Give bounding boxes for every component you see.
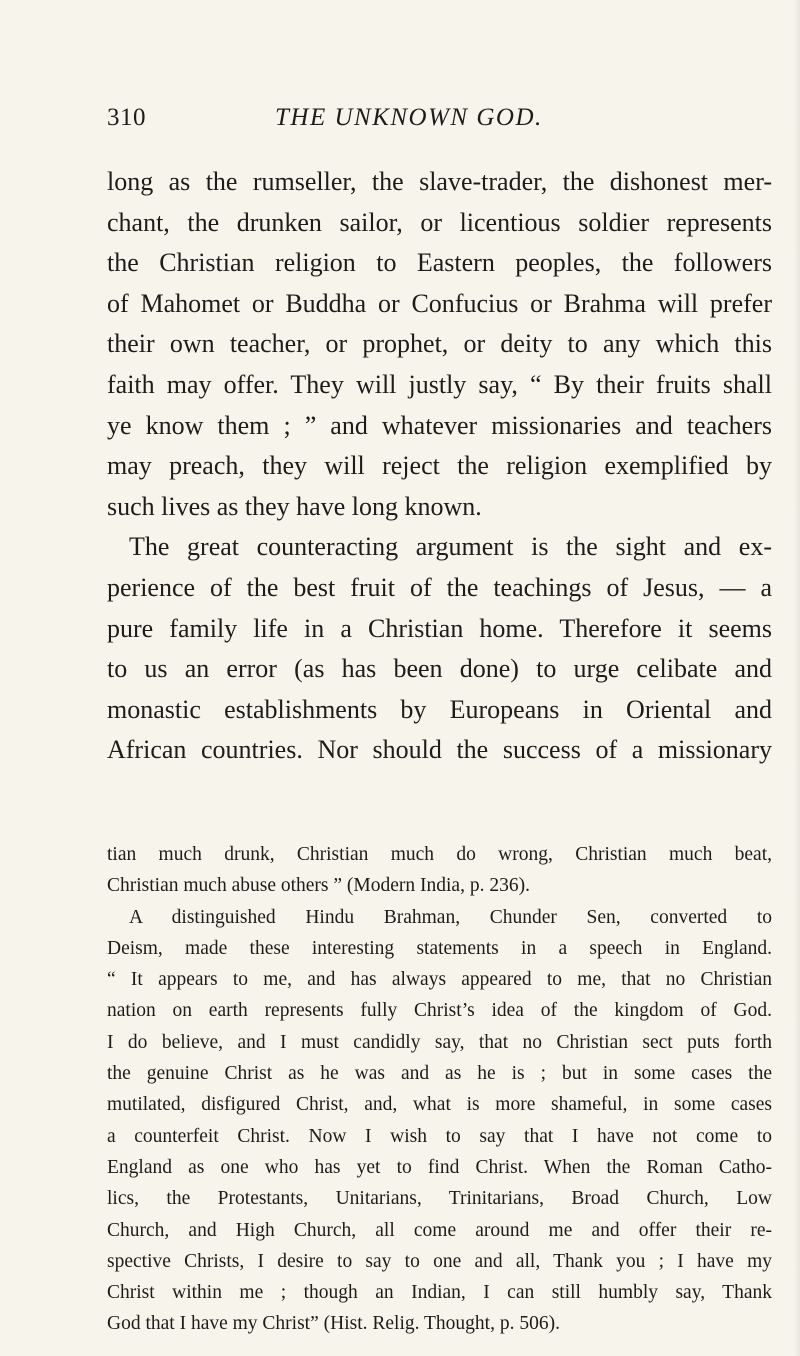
footnote-line: nation on earth represents fully Christ’s idea of the kingdom of God. — [107, 1000, 772, 1022]
text-line: may preach, they will reject the religion exemplified by — [107, 451, 772, 481]
text-line: such lives as they have long known. — [107, 491, 482, 521]
text-line: their own teacher, or prophet, or deity to any which this — [107, 329, 772, 359]
text-line: the Christian religion to Eastern peoples, the followers — [107, 248, 772, 278]
footnote-line: God that I have my Christ” (Hist. Relig. Thought, p. 506). — [107, 1313, 560, 1335]
text-line: monastic establishments by Europeans in Oriental and — [107, 694, 772, 724]
footnote-line: the genuine Christ as he was and as he is ; but in some cases the — [107, 1063, 772, 1085]
footnote-line: mutilated, disfigured Christ, and, what is more shameful, in some cases — [107, 1094, 772, 1116]
footnote-line: tian much drunk, Christian much do wrong, Christian much beat, — [107, 844, 772, 865]
text-line: chant, the drunken sailor, or licentious soldier represents — [107, 207, 772, 237]
footnote-line: “ It appears to me, and has always appeared to me, that no Christian — [107, 969, 772, 991]
text-line: African countries. Nor should the success of a missionary — [107, 735, 772, 765]
running-title: THE UNKNOWN GOD. — [275, 104, 543, 131]
text-line: pure family life in a Christian home. Therefore it seems — [107, 613, 772, 643]
footnote-line: Christ within me ; though an Indian, I can still humbly say, Thank — [107, 1282, 772, 1304]
text-line: to us an error (as has been done) to urge celibate and — [107, 654, 772, 684]
footnote-line: a counterfeit Christ. Now I wish to say that I have not come to — [107, 1125, 772, 1147]
footnote-line: lics, the Protestants, Unitarians, Trinitarians, Broad Church, Low — [107, 1188, 772, 1210]
page-number: 310 — [107, 104, 146, 131]
page-edge-shadow — [794, 0, 800, 1356]
footnote-line: Church, and High Church, all come around me and offer their re- — [107, 1219, 772, 1241]
text-line: long as the rumseller, the slave-trader, the dishonest mer- — [107, 167, 772, 196]
running-head — [107, 104, 772, 144]
text-line: The great counteracting argument is the sight and ex- — [129, 532, 772, 562]
footnote-line: spective Christs, I desire to say to one and all, Thank you ; I have my — [107, 1250, 772, 1272]
footnote — [107, 839, 772, 1340]
footnote-line: A distinguished Hindu Brahman, Chunder Sen, converted to — [129, 906, 772, 928]
main-text — [107, 162, 772, 771]
text-line: faith may offer. They will justly say, “ By their fruits shall — [107, 369, 772, 399]
footnote-line: Deism, made these interesting statements in a speech in England. — [107, 937, 772, 959]
text-line: perience of the best fruit of the teachings of Jesus, — a — [107, 572, 772, 602]
footnote-line: Christian much abuse others ” (Modern India, p. 236). — [107, 875, 530, 897]
footnote-line: I do believe, and I must candidly say, that no Christian sect puts forth — [107, 1031, 772, 1053]
footnote-line: England as one who has yet to find Christ. When the Roman Catho- — [107, 1156, 772, 1178]
text-line: ye know them ; ” and whatever missionaries and teachers — [107, 410, 772, 440]
text-line: of Mahomet or Buddha or Confucius or Brahma will prefer — [107, 288, 772, 318]
